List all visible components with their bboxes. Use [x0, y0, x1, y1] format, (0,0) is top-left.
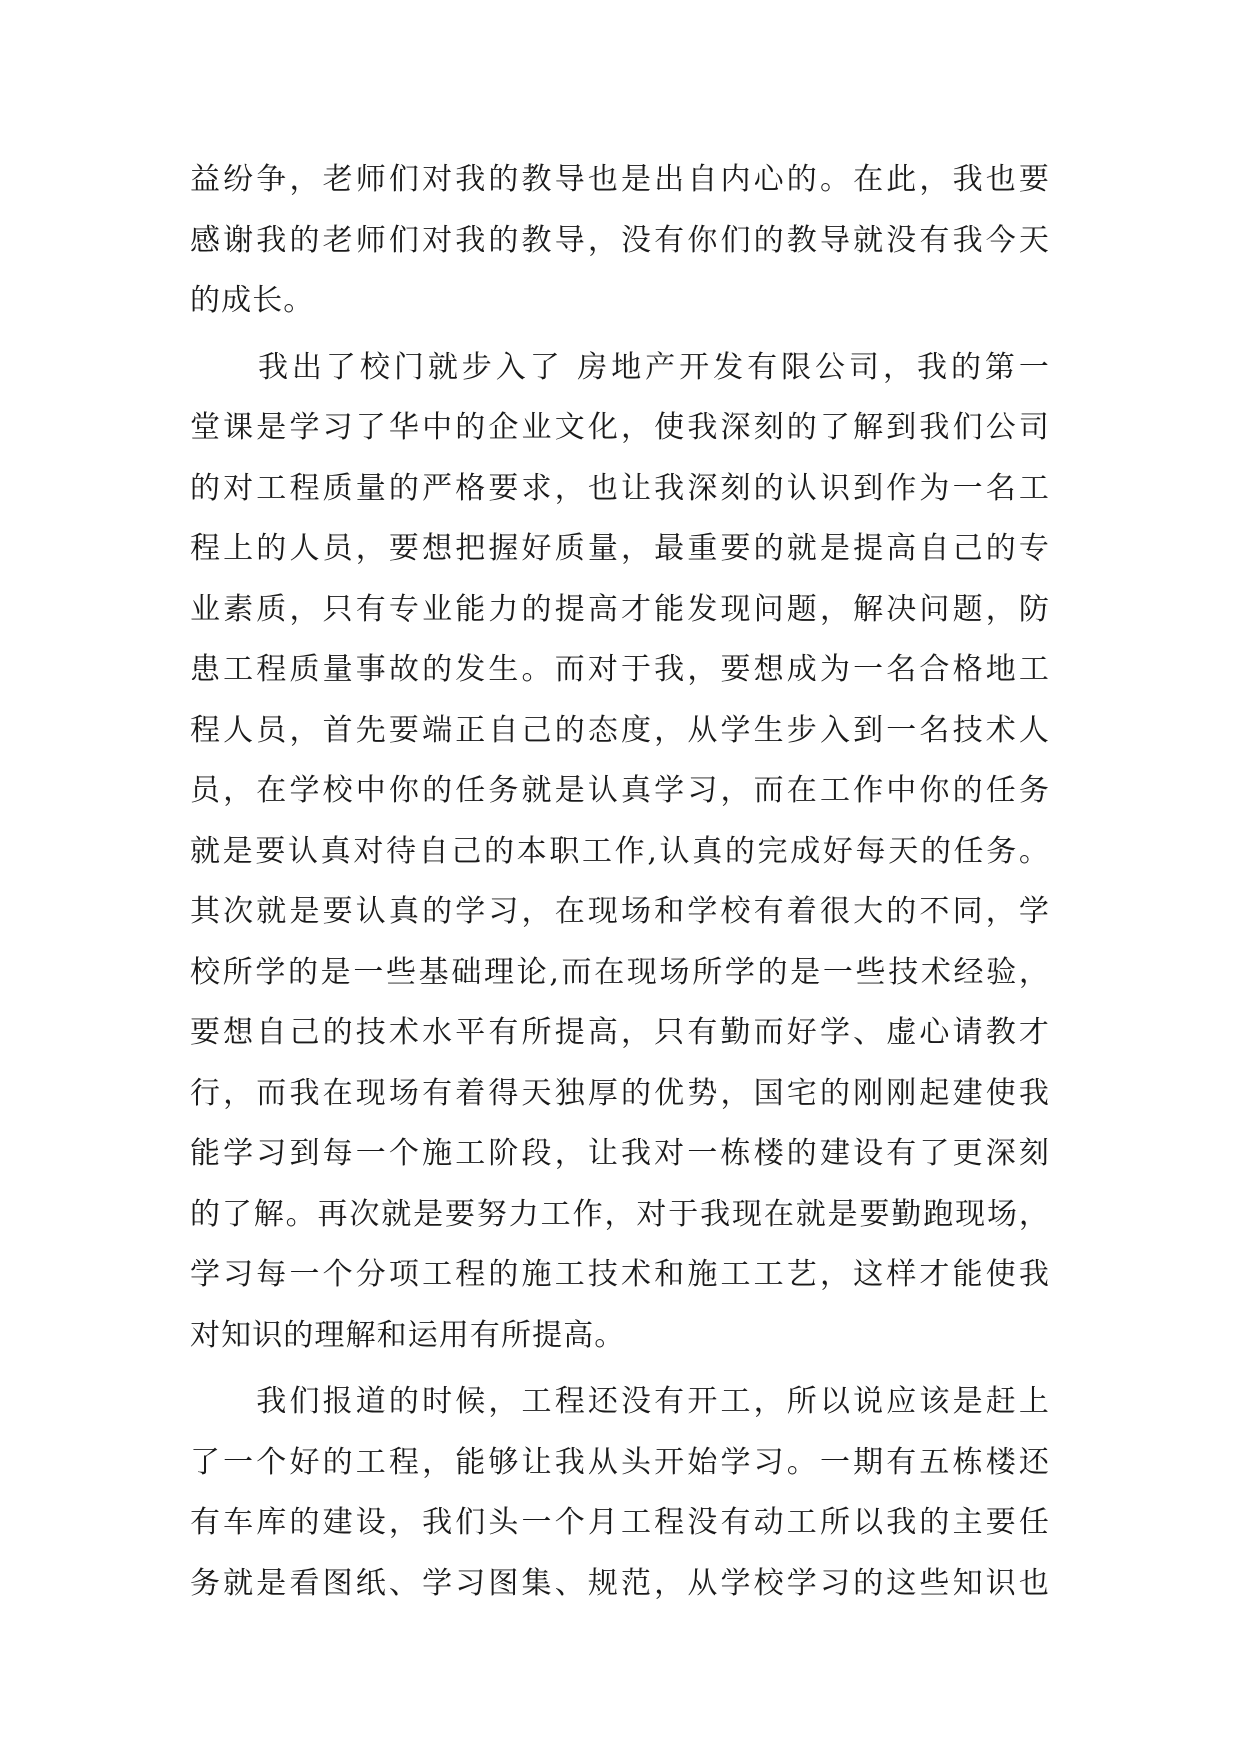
text-line: 能学习到每一个施工阶段，让我对一栋楼的建设有了更深刻: [190, 1136, 1050, 1171]
text-line: 对知识的理解和运用有所提高。: [190, 1317, 626, 1353]
text-line: 的成长。: [190, 283, 315, 318]
text-line: 行，而我在现场有着得天独厚的优势，国宅的刚刚起建使我: [190, 1075, 1050, 1111]
text-line: 益纷争，老师们对我的教导也是出自内心的。在此，我也要: [190, 162, 1050, 197]
text-line: 就是要认真对待自己的本职工作,认真的完成好每天的任务。: [190, 833, 1050, 869]
text-line: 患工程质量事故的发生。而对于我，要想成为一名合格地工: [190, 652, 1050, 687]
text-line: 其次就是要认真的学习，在现场和学校有着很大的不同，学: [190, 894, 1050, 929]
text-line: 我们报道的时候，工程还没有开工，所以说应该是赶上: [190, 1384, 1050, 1419]
text-line: 我出了校门就步入了 房地产开发有限公司，我的第一: [190, 349, 1050, 385]
text-line: 要想自己的技术水平有所提高，只有勤而好学、虚心请教才: [190, 1015, 1050, 1050]
text-line: 有车库的建设，我们头一个月工程没有动工所以我的主要任: [190, 1505, 1050, 1540]
text-line: 的了解。再次就是要努力工作，对于我现在就是要勤跑现场，: [190, 1196, 1050, 1232]
text-line: 学习每一个分项工程的施工技术和施工工艺，这样才能使我: [190, 1257, 1050, 1292]
text-line: 业素质，只有专业能力的提高才能发现问题，解决问题，防: [190, 591, 1050, 627]
text-line: 了一个好的工程，能够让我从头开始学习。一期有五栋楼还: [190, 1444, 1050, 1480]
body-text: [190, 150, 1050, 1614]
text-line: 校所学的是一些基础理论,而在现场所学的是一些技术经验，: [190, 954, 1050, 990]
text-line: 程人员，首先要端正自己的态度，从学生步入到一名技术人: [190, 712, 1050, 748]
text-line: 务就是看图纸、学习图集、规范，从学校学习的这些知识也: [190, 1565, 1050, 1601]
text-line: 感谢我的老师们对我的教导，没有你们的教导就没有我今天: [190, 222, 1050, 258]
text-line: 员，在学校中你的任务就是认真学习，而在工作中你的任务: [190, 773, 1050, 808]
text-line: 的对工程质量的严格要求，也让我深刻的认识到作为一名工: [190, 470, 1050, 506]
text-line: 堂课是学习了华中的企业文化，使我深刻的了解到我们公司: [190, 410, 1050, 445]
text-line: 程上的人员，要想把握好质量，最重要的就是提高自己的专: [190, 531, 1050, 566]
